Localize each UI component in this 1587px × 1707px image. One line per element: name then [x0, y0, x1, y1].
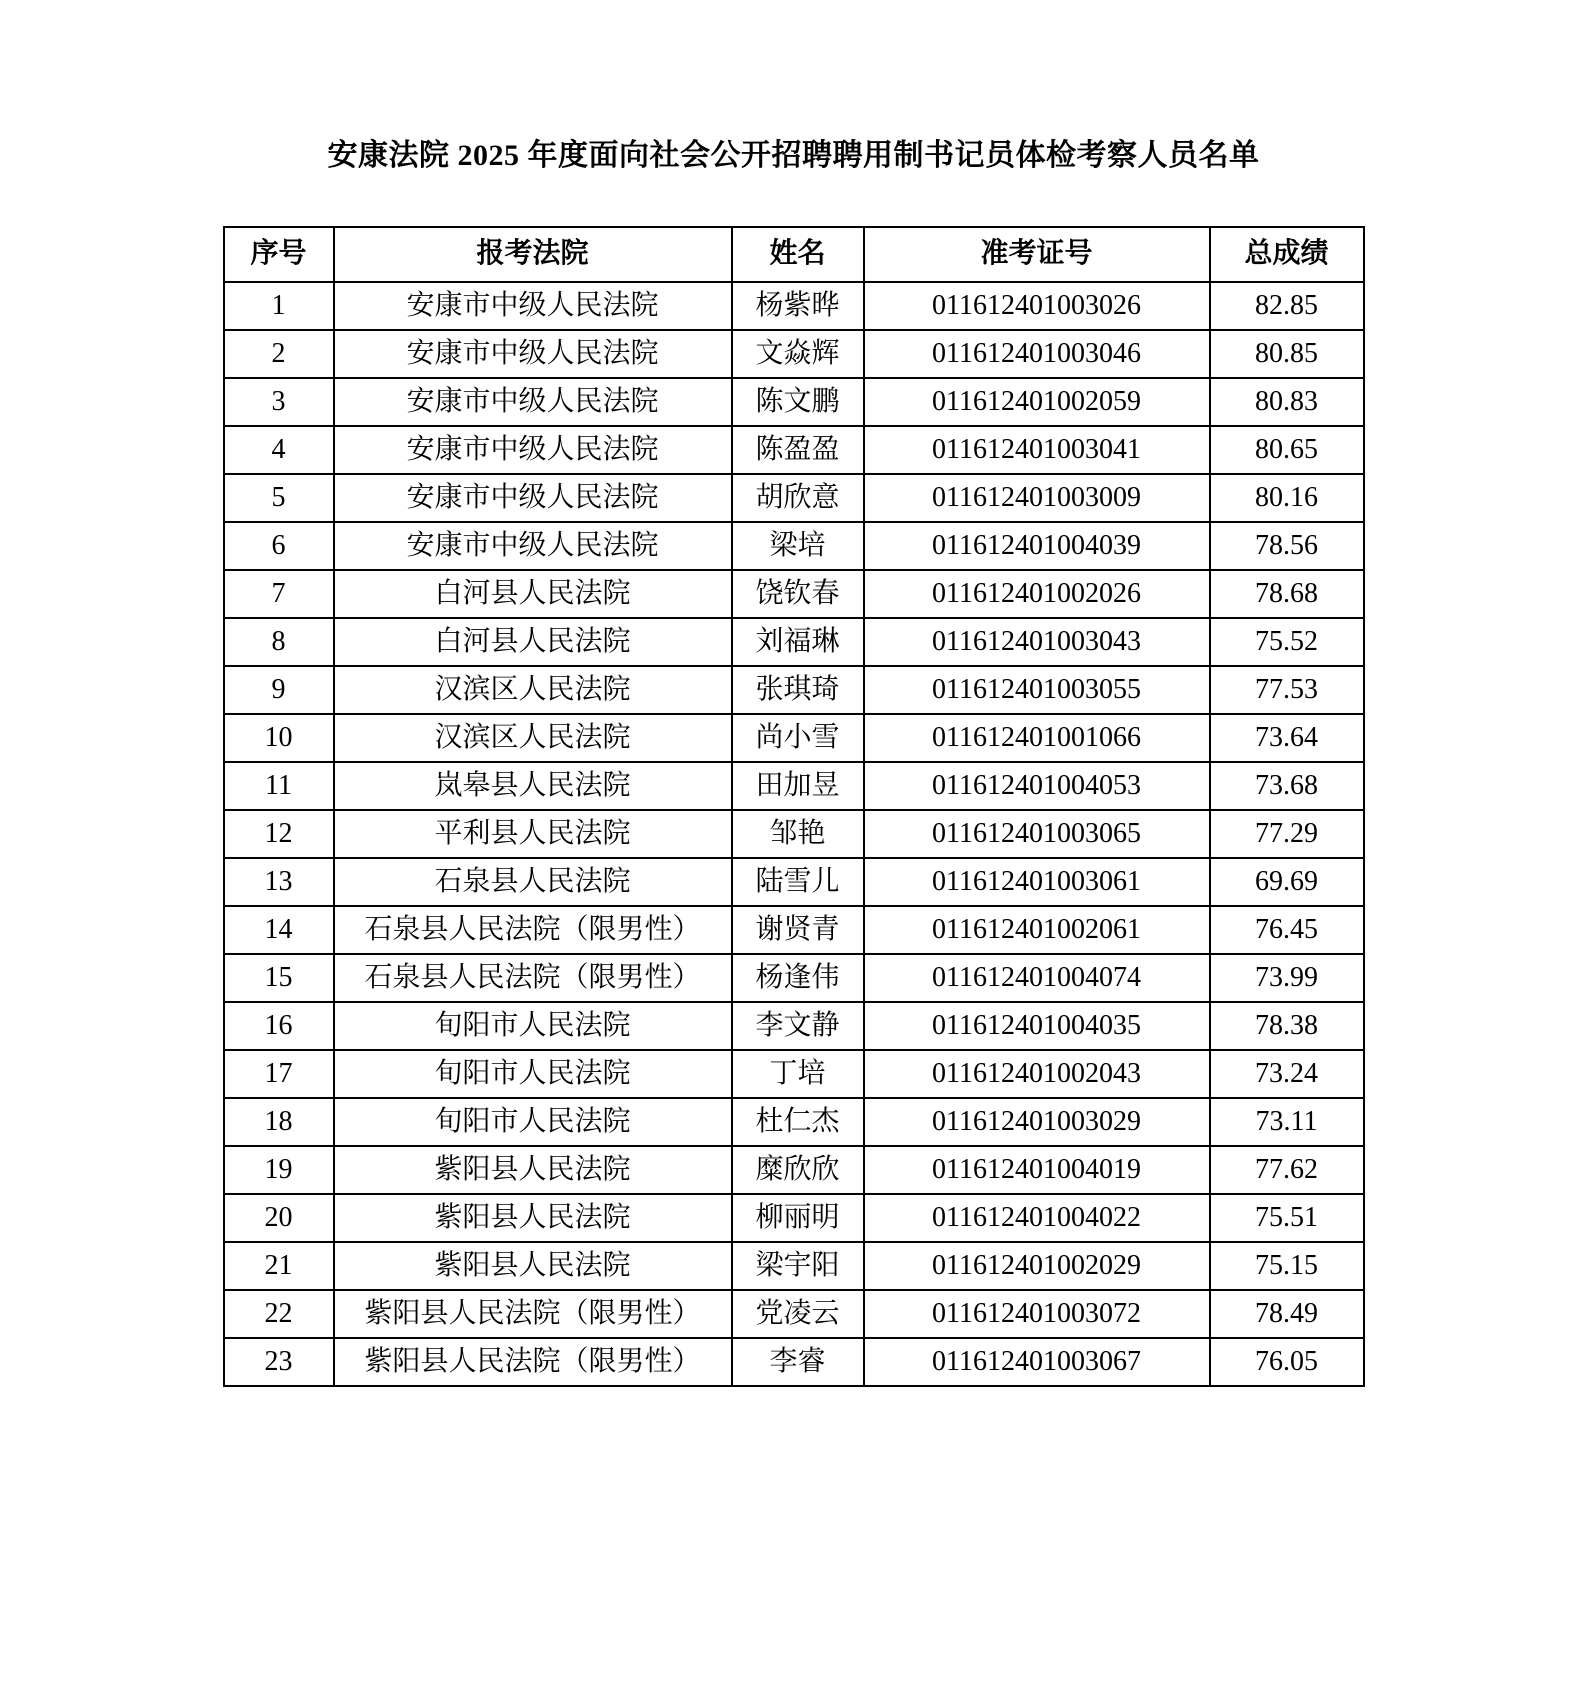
column-header: 姓名: [732, 227, 864, 282]
cell-court: 紫阳县人民法院（限男性）: [334, 1338, 732, 1386]
cell-name: 梁培: [732, 522, 864, 570]
table-row: [224, 1242, 1364, 1290]
table-row: [224, 426, 1364, 474]
table-row: [224, 378, 1364, 426]
cell-court: 安康市中级人民法院: [334, 282, 732, 330]
cell-no: 9: [224, 666, 334, 714]
cell-name: 杨逢伟: [732, 954, 864, 1002]
cell-court: 安康市中级人民法院: [334, 378, 732, 426]
cell-no: 6: [224, 522, 334, 570]
cell-no: 16: [224, 1002, 334, 1050]
table-row: [224, 474, 1364, 522]
table-row: [224, 1002, 1364, 1050]
roster-table: [223, 226, 1365, 1387]
table-row: [224, 1098, 1364, 1146]
cell-ticket: 011612401002059: [864, 378, 1210, 426]
cell-no: 5: [224, 474, 334, 522]
cell-name: 田加昱: [732, 762, 864, 810]
cell-court: 岚皋县人民法院: [334, 762, 732, 810]
cell-ticket: 011612401004039: [864, 522, 1210, 570]
cell-court: 石泉县人民法院（限男性）: [334, 906, 732, 954]
cell-no: 20: [224, 1194, 334, 1242]
cell-no: 4: [224, 426, 334, 474]
table-row: [224, 1290, 1364, 1338]
cell-score: 73.64: [1210, 714, 1364, 762]
cell-court: 紫阳县人民法院: [334, 1242, 732, 1290]
cell-court: 旬阳市人民法院: [334, 1050, 732, 1098]
table-row: [224, 1050, 1364, 1098]
cell-court: 安康市中级人民法院: [334, 522, 732, 570]
cell-court: 安康市中级人民法院: [334, 474, 732, 522]
cell-no: 1: [224, 282, 334, 330]
column-header: 准考证号: [864, 227, 1210, 282]
cell-ticket: 011612401003043: [864, 618, 1210, 666]
cell-ticket: 011612401003055: [864, 666, 1210, 714]
table-row: [224, 906, 1364, 954]
table-body: [224, 282, 1364, 1386]
cell-court: 石泉县人民法院: [334, 858, 732, 906]
cell-name: 糜欣欣: [732, 1146, 864, 1194]
cell-ticket: 011612401003065: [864, 810, 1210, 858]
column-header: 报考法院: [334, 227, 732, 282]
cell-no: 22: [224, 1290, 334, 1338]
table-row: [224, 282, 1364, 330]
cell-court: 紫阳县人民法院: [334, 1194, 732, 1242]
cell-name: 胡欣意: [732, 474, 864, 522]
cell-name: 丁培: [732, 1050, 864, 1098]
cell-score: 80.85: [1210, 330, 1364, 378]
table-row: [224, 1194, 1364, 1242]
cell-score: 80.83: [1210, 378, 1364, 426]
cell-ticket: 011612401004019: [864, 1146, 1210, 1194]
cell-name: 杨紫晔: [732, 282, 864, 330]
page-title: 安康法院 2025 年度面向社会公开招聘聘用制书记员体检考察人员名单: [327, 139, 1260, 172]
table-row: [224, 522, 1364, 570]
cell-score: 80.65: [1210, 426, 1364, 474]
cell-score: 76.45: [1210, 906, 1364, 954]
table-row: [224, 954, 1364, 1002]
cell-no: 14: [224, 906, 334, 954]
cell-ticket: 011612401003029: [864, 1098, 1210, 1146]
cell-no: 12: [224, 810, 334, 858]
cell-court: 平利县人民法院: [334, 810, 732, 858]
cell-score: 78.49: [1210, 1290, 1364, 1338]
cell-name: 刘福琳: [732, 618, 864, 666]
cell-no: 18: [224, 1098, 334, 1146]
cell-ticket: 011612401002026: [864, 570, 1210, 618]
cell-score: 78.38: [1210, 1002, 1364, 1050]
table-row: [224, 714, 1364, 762]
cell-no: 10: [224, 714, 334, 762]
cell-score: 73.11: [1210, 1098, 1364, 1146]
cell-score: 76.05: [1210, 1338, 1364, 1386]
table-row: [224, 666, 1364, 714]
table-row: [224, 858, 1364, 906]
cell-court: 安康市中级人民法院: [334, 426, 732, 474]
table-row: [224, 330, 1364, 378]
cell-ticket: 011612401003046: [864, 330, 1210, 378]
cell-no: 7: [224, 570, 334, 618]
cell-no: 11: [224, 762, 334, 810]
cell-name: 谢贤青: [732, 906, 864, 954]
cell-score: 77.62: [1210, 1146, 1364, 1194]
cell-score: 77.29: [1210, 810, 1364, 858]
table-header-row: [224, 227, 1364, 282]
cell-ticket: 011612401003026: [864, 282, 1210, 330]
cell-name: 陆雪儿: [732, 858, 864, 906]
table-row: [224, 810, 1364, 858]
cell-ticket: 011612401003072: [864, 1290, 1210, 1338]
cell-ticket: 011612401003009: [864, 474, 1210, 522]
table-row: [224, 570, 1364, 618]
cell-name: 杜仁杰: [732, 1098, 864, 1146]
cell-name: 党凌云: [732, 1290, 864, 1338]
cell-no: 8: [224, 618, 334, 666]
cell-ticket: 011612401004022: [864, 1194, 1210, 1242]
cell-name: 陈盈盈: [732, 426, 864, 474]
cell-score: 78.56: [1210, 522, 1364, 570]
column-header: 序号: [224, 227, 334, 282]
cell-court: 汉滨区人民法院: [334, 666, 732, 714]
cell-ticket: 011612401003061: [864, 858, 1210, 906]
cell-score: 75.51: [1210, 1194, 1364, 1242]
cell-ticket: 011612401001066: [864, 714, 1210, 762]
cell-no: 21: [224, 1242, 334, 1290]
cell-score: 77.53: [1210, 666, 1364, 714]
column-header: 总成绩: [1210, 227, 1364, 282]
cell-score: 75.15: [1210, 1242, 1364, 1290]
cell-score: 82.85: [1210, 282, 1364, 330]
cell-name: 尚小雪: [732, 714, 864, 762]
cell-no: 13: [224, 858, 334, 906]
table-row: [224, 762, 1364, 810]
cell-ticket: 011612401003067: [864, 1338, 1210, 1386]
cell-name: 邹艳: [732, 810, 864, 858]
cell-score: 73.68: [1210, 762, 1364, 810]
cell-court: 旬阳市人民法院: [334, 1098, 732, 1146]
table-row: [224, 1338, 1364, 1386]
cell-ticket: 011612401004053: [864, 762, 1210, 810]
cell-score: 73.24: [1210, 1050, 1364, 1098]
cell-ticket: 011612401002061: [864, 906, 1210, 954]
cell-score: 73.99: [1210, 954, 1364, 1002]
cell-court: 安康市中级人民法院: [334, 330, 732, 378]
cell-ticket: 011612401002043: [864, 1050, 1210, 1098]
table-row: [224, 1146, 1364, 1194]
cell-no: 15: [224, 954, 334, 1002]
cell-court: 石泉县人民法院（限男性）: [334, 954, 732, 1002]
cell-ticket: 011612401002029: [864, 1242, 1210, 1290]
cell-name: 李睿: [732, 1338, 864, 1386]
cell-no: 19: [224, 1146, 334, 1194]
cell-court: 紫阳县人民法院（限男性）: [334, 1290, 732, 1338]
cell-name: 柳丽明: [732, 1194, 864, 1242]
cell-name: 李文静: [732, 1002, 864, 1050]
cell-name: 梁宇阳: [732, 1242, 864, 1290]
cell-court: 汉滨区人民法院: [334, 714, 732, 762]
cell-score: 69.69: [1210, 858, 1364, 906]
cell-no: 23: [224, 1338, 334, 1386]
cell-score: 80.16: [1210, 474, 1364, 522]
cell-score: 78.68: [1210, 570, 1364, 618]
cell-name: 张琪琦: [732, 666, 864, 714]
cell-court: 白河县人民法院: [334, 570, 732, 618]
cell-score: 75.52: [1210, 618, 1364, 666]
cell-name: 饶钦春: [732, 570, 864, 618]
table-row: [224, 618, 1364, 666]
cell-court: 白河县人民法院: [334, 618, 732, 666]
cell-court: 旬阳市人民法院: [334, 1002, 732, 1050]
cell-name: 文焱辉: [732, 330, 864, 378]
cell-ticket: 011612401004035: [864, 1002, 1210, 1050]
cell-no: 2: [224, 330, 334, 378]
cell-ticket: 011612401004074: [864, 954, 1210, 1002]
cell-ticket: 011612401003041: [864, 426, 1210, 474]
cell-no: 17: [224, 1050, 334, 1098]
cell-name: 陈文鹏: [732, 378, 864, 426]
cell-no: 3: [224, 378, 334, 426]
cell-court: 紫阳县人民法院: [334, 1146, 732, 1194]
